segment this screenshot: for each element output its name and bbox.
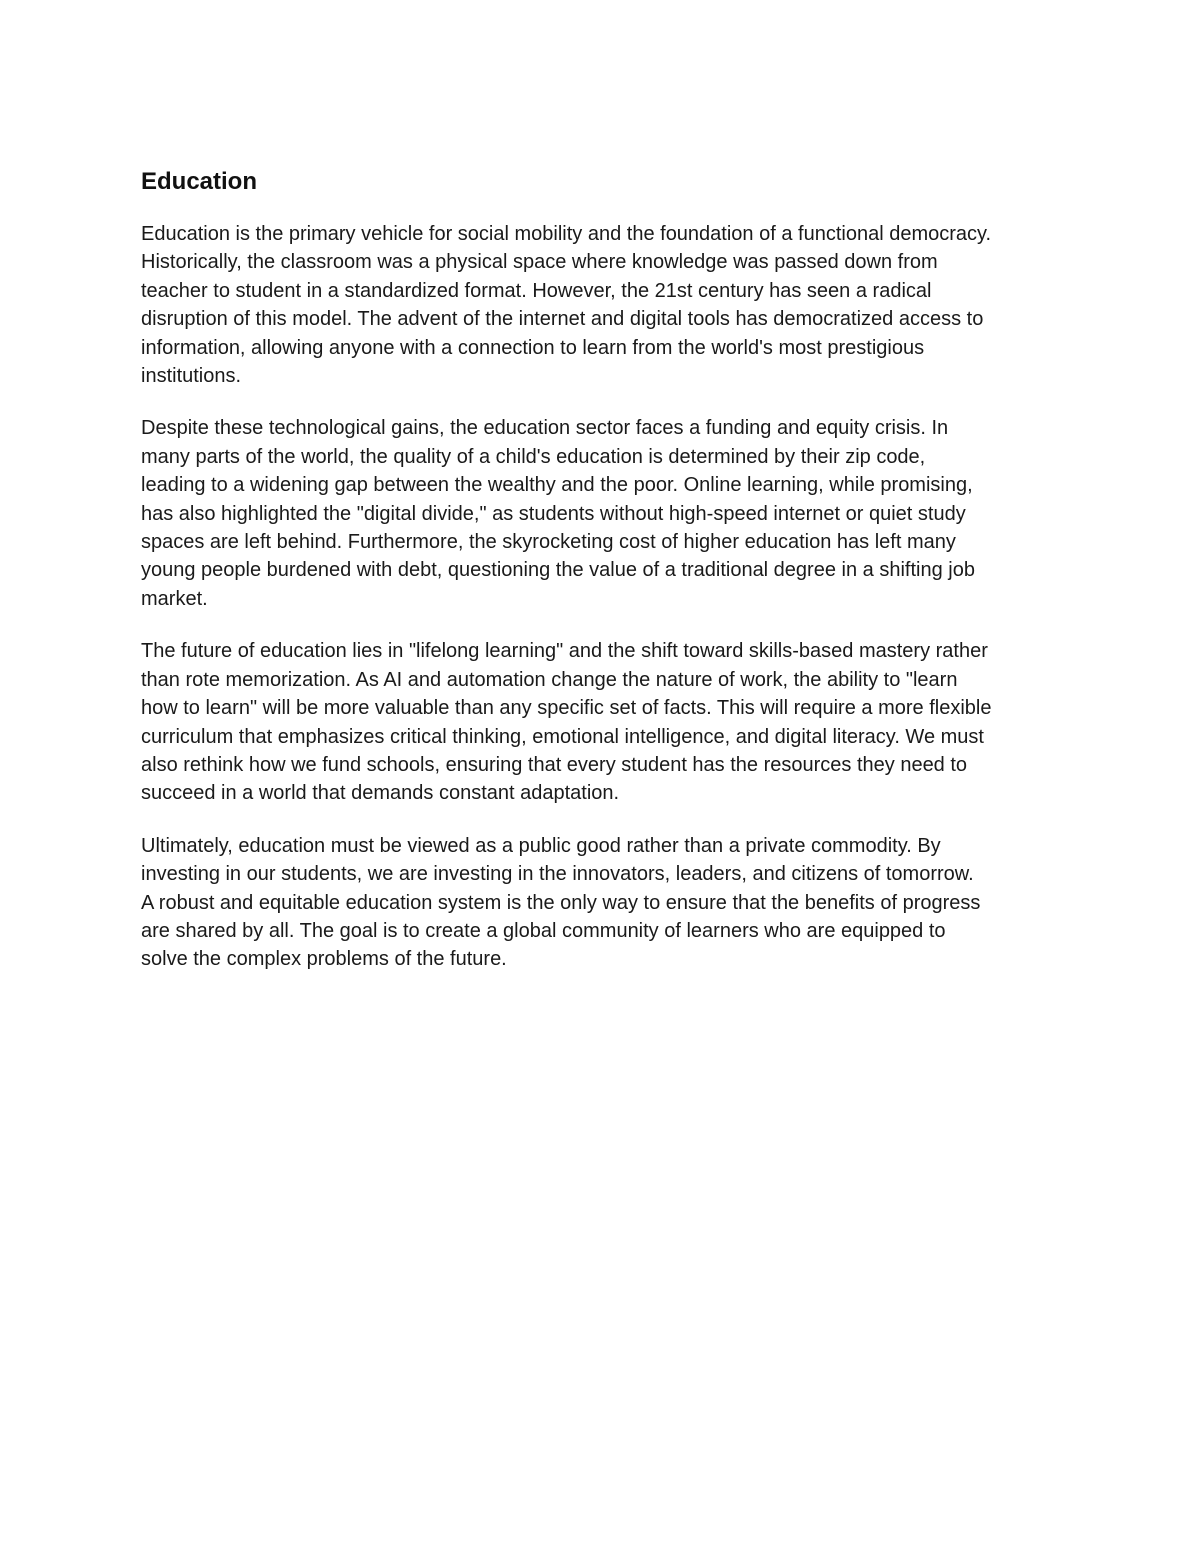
text-line: spaces are left behind. Furthermore, the skyrocketing cost of higher education has left many <box>141 531 956 554</box>
text-line: market. <box>141 587 208 610</box>
text-line: teacher to student in a standardized format. However, the 21st century has seen a radical <box>141 279 932 302</box>
text-line: are shared by all. The goal is to create a global community of learners who are equipped to <box>141 919 946 942</box>
text-line: Historically, the classroom was a physical space where knowledge was passed down from <box>141 251 938 274</box>
text-line: Despite these technological gains, the education sector faces a funding and equity crisis. In <box>141 417 949 440</box>
text-line: Ultimately, education must be viewed as a public good rather than a private commodity. By <box>141 834 941 857</box>
text-line: institutions. <box>141 365 242 388</box>
text-line: curriculum that emphasizes critical thinking, emotional intelligence, and digital literacy. We must <box>141 725 984 748</box>
text-line: investing in our students, we are investing in the innovators, leaders, and citizens of tomorrow. <box>141 863 974 886</box>
text-line: has also highlighted the "digital divide," as students without high-speed internet or quiet study <box>141 502 966 525</box>
text-line: A robust and equitable education system is the only way to ensure that the benefits of progress <box>141 891 981 914</box>
text-line: many parts of the world, the quality of a child's education is determined by their zip code, <box>141 445 926 468</box>
text-line: how to learn" will be more valuable than any specific set of facts. This will require a more flexible <box>141 697 992 720</box>
text-line: also rethink how we fund schools, ensuring that every student has the resources they need to <box>141 753 968 776</box>
text-line: leading to a widening gap between the wealthy and the poor. Online learning, while promising, <box>141 474 973 497</box>
text-line: young people burdened with debt, questioning the value of a traditional degree in a shifting job <box>141 559 975 582</box>
text-line: Education is the primary vehicle for social mobility and the foundation of a functional democracy. <box>141 223 992 245</box>
text-line: solve the complex problems of the future. <box>141 948 507 971</box>
paragraph-1 <box>141 220 1071 390</box>
text-line: succeed in a world that demands constant adaptation. <box>141 782 620 805</box>
text-line: The future of education lies in "lifelong learning" and the shift toward skills-based mastery rather <box>141 640 988 663</box>
text-line: than rote memorization. As AI and automation change the nature of work, the ability to "learn <box>141 668 958 691</box>
paragraph-4 <box>141 832 1071 974</box>
paragraph-2 <box>141 414 1071 613</box>
document-title: Education <box>141 168 258 195</box>
text-line: disruption of this model. The advent of the internet and digital tools has democratized access to <box>141 308 984 331</box>
paragraph-3 <box>141 637 1071 807</box>
document-body <box>141 166 1071 998</box>
text-line: information, allowing anyone with a connection to learn from the world's most prestigious <box>141 336 925 359</box>
